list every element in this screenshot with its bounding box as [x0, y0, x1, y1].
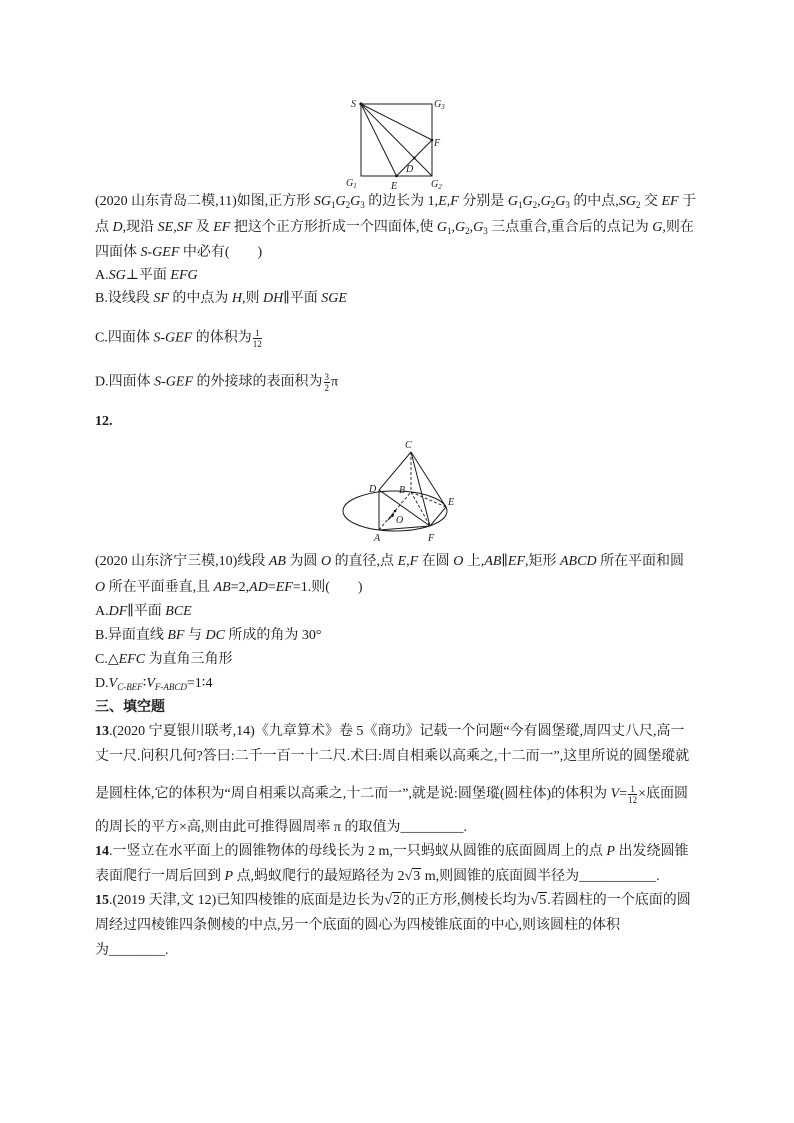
point-S: [359, 102, 362, 105]
text-run: C.四面体: [95, 330, 154, 346]
text-run: 的直径,点: [331, 554, 398, 569]
fraction: [324, 372, 331, 393]
math-variable: DF: [108, 604, 128, 619]
bold-text: 12.: [95, 414, 113, 429]
text-run: 与: [184, 628, 206, 643]
segment-SG2: [361, 104, 432, 176]
math-variable: G: [540, 194, 551, 209]
math-variable: F: [450, 194, 459, 209]
math-variable: P: [224, 869, 234, 884]
text-run: 上,: [463, 554, 485, 569]
label-S: S: [351, 99, 356, 110]
math-variable: G: [522, 194, 533, 209]
text-run: (2020 山东青岛二模,11)如图,正方形: [95, 194, 314, 209]
math-variable: SE: [157, 220, 174, 235]
radicand: 2: [393, 893, 401, 908]
q11-option-b: [95, 290, 347, 308]
fraction-denominator: 12: [252, 339, 262, 349]
math-variable: F: [409, 554, 419, 569]
math-variable: G: [555, 194, 566, 209]
text-run: =: [619, 786, 628, 802]
q13-line-1: [95, 723, 685, 741]
text-run: 点: [95, 220, 113, 235]
math-variable: DC: [205, 628, 225, 643]
math-variable: G: [473, 220, 484, 235]
subscript: 2: [345, 200, 351, 210]
math-variable: G: [335, 194, 346, 209]
math-variable: EF: [275, 580, 293, 595]
text-run: ,: [173, 220, 177, 235]
text-run: ⊥平面: [125, 268, 171, 283]
math-variable: G: [436, 220, 447, 235]
label-F: F: [428, 533, 435, 544]
math-variable: SG: [108, 268, 126, 283]
bold-text: 15: [95, 893, 109, 908]
q12-option-b: [95, 627, 322, 645]
text-run: 的正方形,侧棱长均为: [401, 893, 531, 908]
bold-text: 三、填空题: [95, 700, 165, 715]
text-run: ,矩形: [525, 554, 560, 569]
math-variable: EF: [213, 220, 231, 235]
text-run: m,则圆锥的底面圆半径为: [421, 869, 580, 884]
label-O: O: [396, 515, 404, 526]
text-run: 为: [95, 943, 109, 958]
math-variable: V: [610, 786, 620, 802]
fraction-numerator: 1: [628, 784, 637, 795]
math-variable: AB: [268, 554, 286, 569]
q13-line-3: [95, 784, 689, 805]
subscript: 2: [635, 200, 641, 210]
text-run: ∶: [142, 676, 147, 691]
q12-stem-line-1: [95, 553, 684, 571]
text-run: π: [331, 374, 339, 390]
fraction-numerator: 3: [324, 372, 330, 382]
square-root: [405, 868, 422, 884]
segment-SE: [361, 104, 397, 176]
text-run: =2,: [230, 580, 250, 595]
q12-option-d: [95, 675, 212, 693]
text-run: .(2019 天津,文 12)已知四棱锥的底面是边长为: [109, 893, 385, 908]
fraction-numerator: 1: [253, 328, 262, 339]
text-run: 为圆: [285, 554, 321, 569]
math-variable: AB: [213, 580, 231, 595]
math-variable: SF: [153, 291, 169, 306]
subscript: 3: [483, 226, 488, 236]
text-run: 出发绕圆锥: [614, 844, 689, 859]
math-variable: G: [454, 220, 466, 235]
subscript: 1: [446, 226, 452, 236]
text-run: B.设线段: [95, 291, 154, 306]
math-variable: S-GEF: [154, 374, 194, 390]
math-variable: O: [95, 580, 106, 595]
q12-option-c: [95, 651, 233, 669]
text-run: =1∶4: [186, 676, 213, 691]
text-run: (2020 山东济宁三模,10)线段: [95, 554, 269, 569]
text-run: C.△: [95, 652, 119, 667]
radical-sign: √: [404, 869, 413, 884]
q13-line-4: [95, 819, 467, 837]
q11-option-a: [95, 267, 198, 285]
q13-line-2: [95, 748, 689, 766]
text-run: =: [267, 580, 276, 595]
segment-EF: [430, 507, 446, 526]
text-run: .若圆柱的一个底面的圆: [547, 893, 691, 908]
q11-stem-line-2: [95, 219, 694, 237]
math-variable: G: [652, 220, 663, 235]
math-variable: AD: [249, 580, 268, 595]
section-heading: [95, 699, 165, 717]
text-run: ,现沿: [122, 220, 158, 235]
math-variable: EFG: [170, 268, 198, 283]
math-variable: P: [606, 844, 615, 859]
text-run: 所在平面垂直,且: [105, 580, 214, 595]
label-E: E: [391, 181, 398, 192]
subscript: 2: [550, 200, 556, 210]
math-variable: V: [108, 676, 118, 691]
math-variable: O: [320, 554, 332, 569]
q14-line-2: [95, 868, 660, 886]
text-run: ,: [446, 194, 451, 209]
text-run: 周经过四棱锥四条侧棱的中点,另一个底面的圆心为四棱锥底面的中心,则该圆柱的体积: [95, 918, 620, 933]
subscript: 2: [465, 226, 470, 236]
text-run: 的外接球的表面积为: [193, 374, 323, 390]
math-variable: SG: [618, 194, 636, 209]
math-variable: G: [507, 194, 518, 209]
text-run: 在圆: [418, 554, 454, 569]
math-variable: SF: [176, 220, 193, 235]
label-G2: $G_2$: [431, 179, 442, 191]
fraction-denominator: 12: [628, 795, 638, 805]
math-variable: V: [146, 676, 155, 691]
text-run: 四面体: [95, 245, 141, 260]
text-run: 于: [678, 194, 697, 209]
subscript: 1: [517, 200, 523, 210]
subscript: C-BEF: [117, 682, 143, 692]
math-variable: O: [453, 554, 464, 569]
q15-line-2: [95, 917, 620, 935]
fraction: [628, 784, 637, 805]
text-run: _________: [400, 820, 464, 835]
subscript: 2: [532, 200, 538, 210]
point-O: [394, 510, 397, 513]
label-A: A: [374, 533, 381, 544]
text-run: A.: [95, 268, 109, 283]
math-variable: E: [438, 194, 447, 209]
q12-number: [95, 413, 113, 431]
text-run: 表面爬行一周后回到: [95, 869, 225, 884]
text-run: 的边长为 1,: [364, 194, 439, 209]
radical-sign: √: [530, 893, 539, 908]
text-run: ___________: [579, 869, 657, 884]
text-run: 所在平面和圆: [596, 554, 685, 569]
text-run: 点,蚂蚁爬行的最短路径为 2: [233, 869, 405, 884]
q12-option-a: [95, 603, 192, 621]
math-variable: BF: [167, 628, 185, 643]
radicand: 3: [413, 869, 421, 884]
text-run: D.四面体: [95, 374, 155, 390]
subscript: 3: [360, 200, 365, 210]
text-run: A.: [95, 604, 109, 619]
text-run: ,则在: [662, 220, 694, 235]
segment-DC: [379, 452, 411, 490]
math-variable: EFC: [118, 652, 146, 667]
text-run: ,: [451, 220, 455, 235]
label-D: D: [369, 484, 377, 495]
point-F: [431, 139, 434, 142]
text-run: 的体积为: [192, 330, 252, 346]
text-run: 的周长的平方×高,则由此可推得圆周率 π 的取值为: [95, 820, 401, 835]
text-run: 交: [640, 194, 662, 209]
fraction-denominator: 2: [324, 383, 330, 393]
q14-line-1: [95, 843, 688, 861]
math-variable: S-GEF: [153, 330, 193, 346]
subscript: 1: [330, 200, 336, 210]
text-run: ,: [469, 220, 474, 235]
text-run: .: [463, 820, 467, 835]
text-run: 分别是: [458, 194, 508, 209]
segment-SF: [361, 104, 432, 140]
math-variable: AB: [484, 554, 502, 569]
bold-text: 13: [95, 724, 109, 739]
subscript: F-ABCD: [154, 682, 187, 692]
fraction: [253, 328, 262, 349]
label-G1: $G_1$: [346, 178, 357, 190]
math-variable: D: [112, 220, 123, 235]
segment-CE: [411, 452, 446, 507]
radicand: 5: [539, 893, 547, 908]
text-run: 中必有( ): [179, 245, 263, 260]
segment-BF: [411, 492, 430, 526]
text-run: ________: [109, 943, 165, 958]
q11-option-c: [95, 328, 263, 349]
text-run: ∥平面: [283, 291, 322, 306]
q11-stem-line-1: [95, 193, 696, 211]
subscript: 3: [565, 200, 570, 210]
text-run: ∥平面: [127, 604, 166, 619]
math-variable: EF: [507, 554, 525, 569]
math-variable: ABCD: [560, 554, 597, 569]
math-variable: H: [231, 291, 243, 306]
text-run: 的中点为: [168, 291, 232, 306]
math-variable: SG: [313, 194, 331, 209]
math-variable: G: [350, 194, 361, 209]
text-run: .: [656, 869, 660, 884]
point-D: [413, 157, 416, 160]
label-E: E: [448, 497, 455, 508]
q15-line-1: [95, 892, 691, 910]
math-variable: E: [397, 554, 407, 569]
square-root: [384, 892, 401, 908]
math-variable: DH: [263, 291, 284, 306]
square-root: [531, 892, 548, 908]
math-variable: S-GEF: [140, 245, 180, 260]
text-run: 及: [192, 220, 214, 235]
q12-stem-line-2: [95, 579, 363, 597]
text-run: ,: [406, 554, 410, 569]
text-run: ,则: [242, 291, 264, 306]
text-run: .一竖立在水平面上的圆锥物体的母线长为 2 m,一只蚂蚁从圆锥的底面圆周上的点: [109, 844, 607, 859]
text-run: B.异面直线: [95, 628, 168, 643]
text-run: ×底面圆: [638, 786, 689, 802]
q11-stem-line-3: [95, 244, 262, 262]
text-run: 所成的角为 30°: [224, 628, 322, 643]
label-C: C: [405, 440, 412, 451]
text-run: =1.则( ): [292, 580, 363, 595]
text-run: 把这个正方形折成一个四面体,使: [230, 220, 437, 235]
radical-sign: √: [384, 893, 393, 908]
point-E: [395, 175, 398, 178]
text-run: 为直角三角形: [145, 652, 233, 667]
label-G3: $G_3$: [434, 99, 445, 111]
text-run: 三点重合,重合后的点记为: [487, 220, 653, 235]
text-run: .(2020 宁夏银川联考,14)《九章算术》卷 5《商功》记载一个问题“今有圆堡瑽,周四丈八尺,高一: [109, 724, 685, 739]
math-variable: BCE: [165, 604, 192, 619]
bold-text: 14: [95, 844, 109, 859]
text-run: 丈一尺.问积几何?答曰:二千一百一十二尺.术曰:周自相乘以高乘之,十二而一”,这里所说的圆堡瑽就: [95, 749, 690, 764]
text-run: .: [165, 943, 169, 958]
text-run: ,: [537, 194, 541, 209]
square-folding-figure: [336, 92, 452, 194]
label-D: D: [406, 164, 414, 175]
q11-option-d: [95, 372, 339, 393]
label-B: B: [399, 485, 406, 496]
text-run: 是圆柱体,它的体积为“周自相乘以高乘之,十二而一”,就是说:圆堡瑽(圆柱体)的体积为: [95, 786, 611, 802]
text-run: D.: [95, 676, 109, 691]
cylinder-rectangle-figure: [336, 436, 456, 544]
math-variable: SGE: [321, 291, 347, 306]
label-F: F: [434, 138, 441, 149]
q15-line-3: [95, 942, 169, 960]
text-run: ∥: [501, 554, 508, 569]
math-variable: EF: [661, 194, 679, 209]
text-run: 的中点,: [569, 194, 619, 209]
